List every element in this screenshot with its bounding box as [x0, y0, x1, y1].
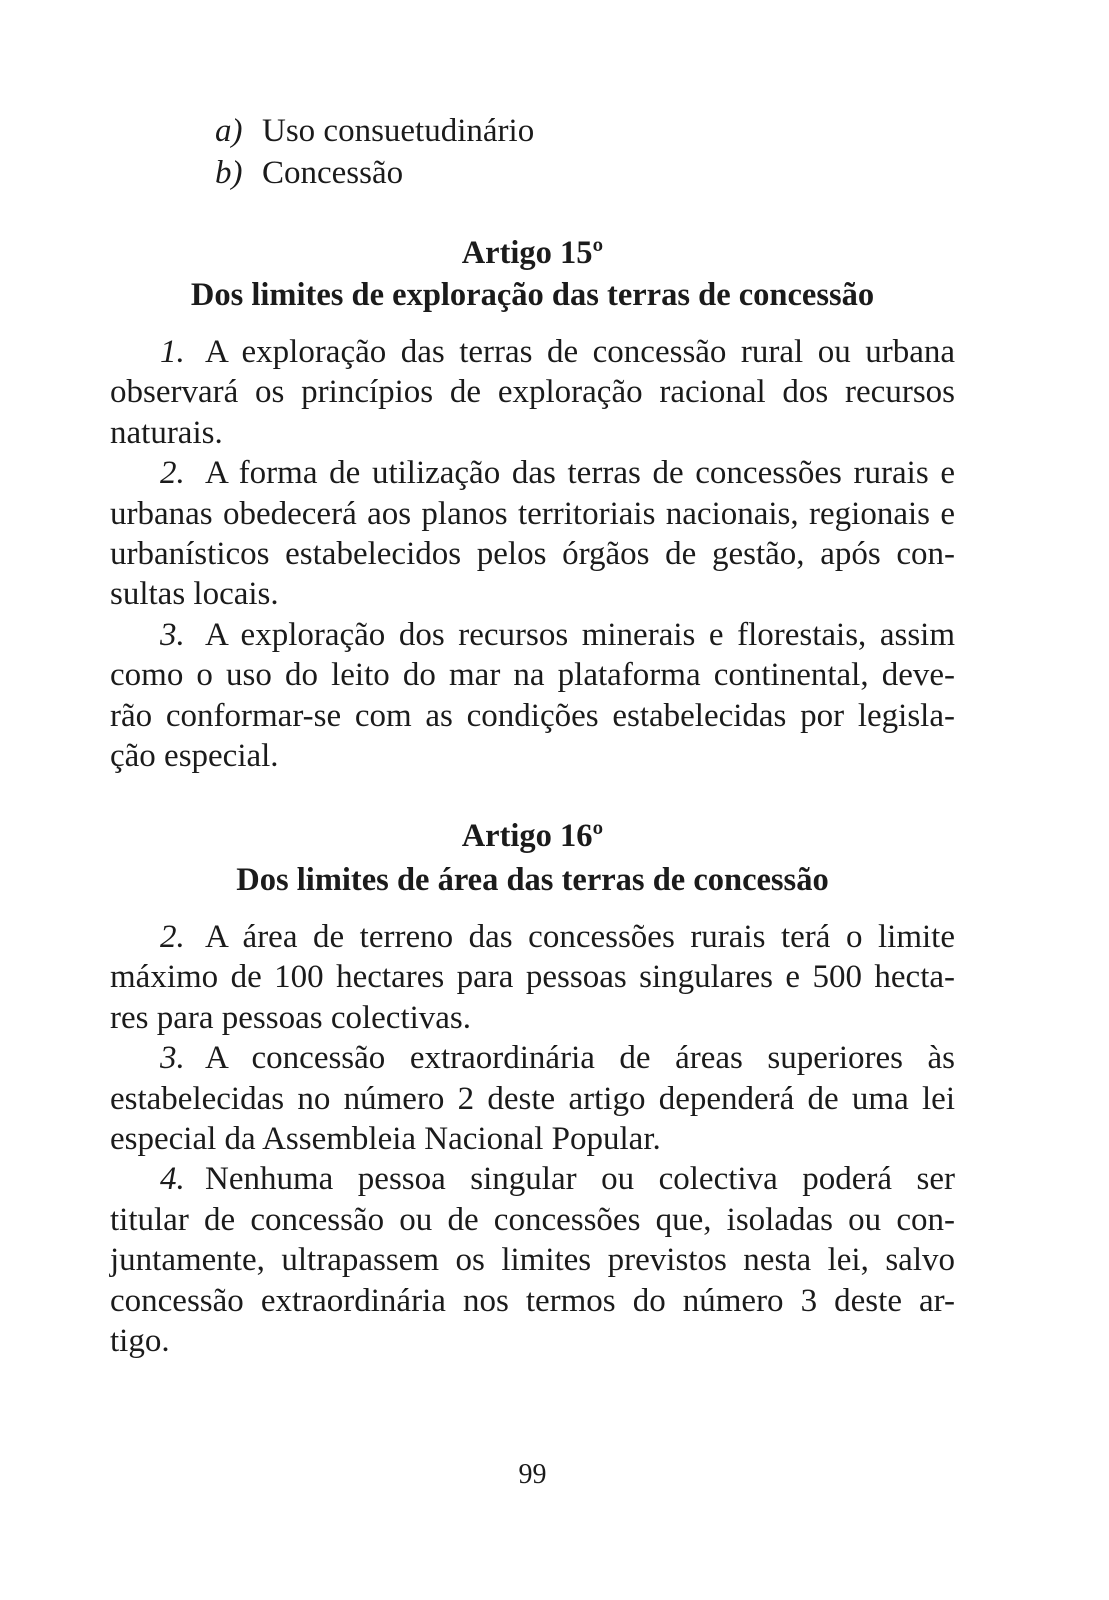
list-text: Uso consuetudinário [262, 113, 535, 149]
paragraph-line: como o uso do leito do mar na plataforma continental, deve- [110, 657, 955, 694]
page-number: 99 [518, 1459, 547, 1490]
paragraph-line [110, 453, 955, 493]
paragraph [110, 1159, 955, 1361]
paragraph-line: rão conformar-se com as condições estabelecidas por legisla- [110, 697, 955, 734]
paragraph [110, 332, 955, 453]
article-body [110, 332, 955, 776]
paragraph-number: 4. [160, 1161, 185, 1198]
paragraph-line [110, 332, 955, 372]
paragraph-line [110, 917, 955, 957]
paragraph-text: Nenhuma pessoa singular ou colectiva poderá ser [205, 1161, 955, 1198]
article-title: Artigo 15º [461, 235, 604, 271]
paragraph-line: observará os princípios de exploração racional dos recursos [110, 374, 955, 411]
paragraph-text: A forma de utilização das terras de concessões rurais e [205, 455, 955, 492]
paragraph-line: concessão extraordinária nos termos do número 3 deste ar- [110, 1282, 955, 1319]
list-item [215, 110, 534, 152]
paragraph-line: tigo. [110, 1323, 170, 1360]
paragraph-line [110, 615, 955, 655]
paragraph-line: máximo de 100 hectares para pessoas singulares e 500 hecta- [110, 959, 955, 996]
paragraph-line: juntamente, ultrapassem os limites previstos nesta lei, salvo [110, 1242, 955, 1279]
paragraph-text: A área de terreno das concessões rurais terá o limite [205, 919, 955, 955]
list-marker: b) [215, 155, 243, 191]
list-text: Concessão [262, 155, 404, 191]
list-item [215, 152, 534, 194]
paragraph-line: naturais. [110, 414, 223, 451]
paragraph-number: 3. [160, 616, 185, 653]
paragraph-line: especial da Assembleia Nacional Popular. [110, 1121, 661, 1158]
paragraph-text: A exploração das terras de concessão rural ou urbana [205, 334, 955, 370]
paragraph-line: ção especial. [110, 738, 279, 775]
paragraph [110, 615, 955, 777]
paragraph-number: 2. [160, 919, 185, 955]
paragraph-text: A exploração dos recursos minerais e florestais, assim [205, 616, 955, 653]
paragraph-line: sultas locais. [110, 576, 279, 613]
list-marker: a) [215, 113, 243, 149]
article-title: Artigo 16º [461, 818, 604, 854]
list [215, 110, 534, 194]
paragraph-text: A concessão extraordinária de áreas superiores às [205, 1040, 955, 1077]
paragraph-line [110, 1159, 955, 1199]
paragraph-line: urbanas obedecerá aos planos territoriais nacionais, regionais e [110, 495, 955, 532]
paragraph-number: 3. [160, 1040, 185, 1077]
article-body [110, 917, 955, 1361]
paragraph-line: estabelecidas no número 2 deste artigo dependerá de uma lei [110, 1080, 955, 1117]
paragraph-line: titular de concessão ou de concessões que, isoladas ou con- [110, 1201, 955, 1238]
paragraph [110, 453, 955, 615]
paragraph-line [110, 1038, 955, 1078]
article-subtitle: Dos limites de exploração das terras de concessão [190, 277, 875, 313]
paragraph-number: 2. [160, 455, 185, 492]
paragraph-line: urbanísticos estabelecidos pelos órgãos de gestão, após con- [110, 536, 955, 573]
article-subtitle: Dos limites de área das terras de concessão [236, 862, 829, 898]
paragraph-number: 1. [160, 334, 185, 370]
paragraph-line: res para pessoas colectivas. [110, 999, 472, 1036]
paragraph [110, 917, 955, 1038]
paragraph [110, 1038, 955, 1159]
